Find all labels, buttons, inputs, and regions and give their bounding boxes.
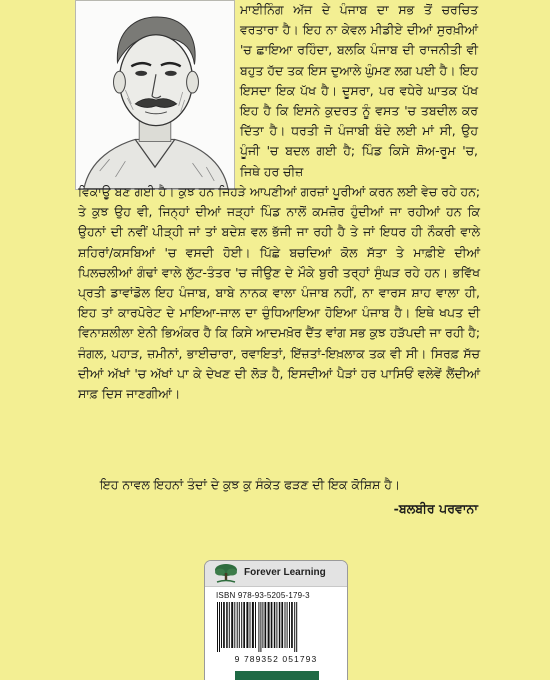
publisher-name: Forever Learning bbox=[244, 567, 326, 578]
barcode-bar bbox=[262, 602, 263, 648]
barcode-bar bbox=[239, 602, 240, 648]
barcode-bar bbox=[289, 602, 290, 648]
author-portrait bbox=[75, 0, 235, 190]
barcode-bar bbox=[217, 602, 218, 652]
barcode-bar bbox=[223, 602, 225, 648]
barcode-bar bbox=[231, 602, 233, 648]
barcode-bar bbox=[265, 602, 267, 648]
barcode-bar bbox=[285, 602, 286, 648]
barcode-bar bbox=[276, 602, 277, 648]
barcode-bar bbox=[296, 602, 297, 652]
author-signature: -ਬਲਬੀਰ ਪਰਵਾਨਾ bbox=[393, 501, 478, 516]
barcode-bar bbox=[291, 602, 293, 648]
barcode-bar bbox=[255, 602, 256, 648]
barcode bbox=[216, 602, 336, 652]
barcode-bar bbox=[246, 602, 248, 648]
barcode-bar bbox=[287, 602, 288, 648]
barcode-bar bbox=[258, 602, 259, 652]
barcode-bar bbox=[241, 602, 242, 648]
barcode-bar bbox=[237, 602, 238, 648]
barcode-bar bbox=[219, 602, 220, 652]
green-strip bbox=[235, 671, 319, 680]
barcode-digits: 9 789352 051793 bbox=[234, 654, 318, 664]
barcode-bar bbox=[274, 602, 276, 648]
isbn-label: ISBN 978-93-5205-179-3 bbox=[216, 591, 310, 600]
barcode-bar bbox=[234, 602, 235, 648]
blurb-paragraph-main: ਵਿਕਾਊ ਬਣ ਗਈ ਹੈ। ਕੁਝ ਹਨ ਜਿਹੜੇ ਆਪਣੀਆਂ ਗਰਜ਼ਾਂ ਪੂਰੀਆਂ ਕਰਨ ਲਈ ਵੇਚ ਰਹੇ ਹਨ; ਤੇ ਕੁਝ ਉਹ ਵੀ, ਜਿਨ੍ਹਾਂ ਦੀਆਂ ਜੜ੍ਹਾਂ ਪਿੰਡ ਨਾਲੋਂ ਕਮਜ਼ੋਰ ਹੁੰਦੀਆਂ ਜਾ ਰਹੀਆਂ ਹਨ ਕਿ ਉਹਨਾਂ ਦੀ ਨਵੀਂ ਪੀੜ੍ਹੀ ਜਾਂ ਤਾਂ ਬਦੇਸ਼ ਵਲ ਭੱਜੀ ਜਾ ਰਹੀ ਹੈ ਤੇ ਜਾਂ ਇਧਰ ਹੀ ਨੌਕਰੀ ਵਾਲੇ ਸ਼ਹਿਰਾਂ/ਕਸਬਿਆਂ 'ਚ ਵਸਦੀ ਹੋਈ। ਪਿੱਛੇ ਬਚਦਿਆਂ ਕੋਲ ਸੱਤਾ ਤੇ ਮਾਫ਼ੀਏ ਦੀਆਂ ਪਿਲਚਲੀਆਂ ਗੰਢਾਂ ਵਾਲੇ ਲੁੱਟ-ਤੰਤਰ 'ਚ ਜੀਉਣ ਦੇ ਮੌਕੇ ਬੁਰੀ ਤਰ੍ਹਾਂ ਸੁੰਘੜ ਰਹੇ ਹਨ। ਭਵਿੱਖ ਪ੍ਰਤੀ ਡਾਵਾਂਡੋਲ ਇਹ ਪੰਜਾਬ, ਬਾਬੇ ਨਾਨਕ ਵਾਲਾ ਪੰਜਾਬ ਨਹੀਂ, ਨਾ ਵਾਰਸ ਸ਼ਾਹ ਵਾਲਾ ਹੀ, ਇਹ ਤਾਂ ਕਾਰਪੋਰੇਟ ਦੇ ਮਾਇਆ-ਜਾਲ ਦਾ ਚੁੰਧਿਆਇਆ ਹੋਇਆ ਪੰਜਾਬ ਹੈ। ਇਥੇ ਖਪਤ ਦੀ ਵਿਨਾਸ਼ਲੀਲਾ ਏਨੀ ਭਿਅੰਕਰ ਹੈ ਕਿ ਕਿਸੇ ਆਦਮਖ਼ੋਰ ਦੈਂਤ ਵਾਂਗ ਸਭ ਕੁਝ ਹੜੱਪਦੀ ਜਾ ਰਹੀ ਹੈ; ਜੰਗਲ, ਪਹਾੜ, ਜ਼ਮੀਨਾਂ, ਭਾਈਚਾਰਾ, ਰਵਾਇਤਾਂ, ਇੱਜ਼ਤਾਂ-ਇਖ਼ਲਾਕ ਤਕ ਵੀ ਸੀ। ਸਿਰਫ਼ ਸੱਚ ਦੀਆਂ ਅੱਖਾਂ 'ਚ ਅੱਖਾਂ ਪਾ ਕੇ ਦੇਖਣ ਦੀ ਲੋੜ ਹੈ, ਇਸਦੀਆਂ ਪੈੜਾਂ ਹਰ ਪਾਸਿਓਂ ਵਲੇਵੇਂ ਲੈਂਦੀਆਂ ਸਾਫ਼ ਦਿਸ ਜਾਣਗੀਆਂ। bbox=[78, 184, 480, 402]
blurb-paragraph-top: ਮਾਈਨਿੰਗ ਅੱਜ ਦੇ ਪੰਜਾਬ ਦਾ ਸਭ ਤੋਂ ਚਰਚਿਤ ਵਰਤਾਰਾ ਹੈ। ਇਹ ਨਾ ਕੇਵਲ ਮੀਡੀਏ ਦੀਆਂ ਸੁਰਖ਼ੀਆਂ 'ਚ ਛਾਇਆ ਰਹਿੰਦਾ, ਬਲਕਿ ਪੰਜਾਬ ਦੀ ਰਾਜਨੀਤੀ ਵੀ ਬਹੁਤ ਹੱਦ ਤਕ ਇਸ ਦੁਆਲੇ ਘੁੰਮਣ ਲਗ ਪਈ ਹੈ। ਇਹ ਇਸਦਾ ਇਕ ਪੱਖ ਹੈ। ਦੂਸਰਾ, ਪਰ ਵਧੇਰੇ ਘਾਤਕ ਪੱਖ ਇਹ ਹੈ ਕਿ ਇਸਨੇ ਕੁਦਰਤ ਨੂੰ ਵਸਤ 'ਚ ਤਬਦੀਲ ਕਰ ਦਿੱਤਾ ਹੈ। ਧਰਤੀ ਜੋ ਪੰਜਾਬੀ ਬੰਦੇ ਲਈ ਮਾਂ ਸੀ, ਉਹ ਪੂੰਜੀ 'ਚ ਬਦਲ ਗਈ ਹੈ; ਪਿੰਡ ਕਿਸੇ ਸ਼ੋਅ-ਰੂਮ 'ਚ, ਜਿਥੇ ਹਰ ਚੀਜ਼ bbox=[240, 2, 478, 179]
barcode-bar bbox=[294, 602, 295, 652]
barcode-bar bbox=[229, 602, 230, 648]
barcode-bar bbox=[268, 602, 270, 648]
barcode-bar bbox=[250, 602, 251, 648]
barcode-box bbox=[204, 560, 348, 680]
barcode-bar bbox=[243, 602, 245, 648]
barcode-bar bbox=[221, 602, 222, 648]
closing-line: ਇਹ ਨਾਵਲ ਇਹਨਾਂ ਤੰਦਾਂ ਦੇ ਕੁਝ ਕੁ ਸੰਕੇਤ ਫੜਣ ਦੀ ਇਕ ਕੋਸ਼ਿਸ਼ ਹੈ। bbox=[100, 477, 401, 492]
barcode-bar bbox=[260, 602, 261, 652]
barcode-bar bbox=[226, 602, 228, 648]
tree-icon bbox=[213, 563, 239, 584]
barcode-bar bbox=[252, 602, 254, 648]
barcode-bar bbox=[279, 602, 281, 648]
publisher-band bbox=[205, 561, 347, 587]
barcode-bar bbox=[271, 602, 273, 648]
barcode-bar bbox=[281, 602, 283, 648]
